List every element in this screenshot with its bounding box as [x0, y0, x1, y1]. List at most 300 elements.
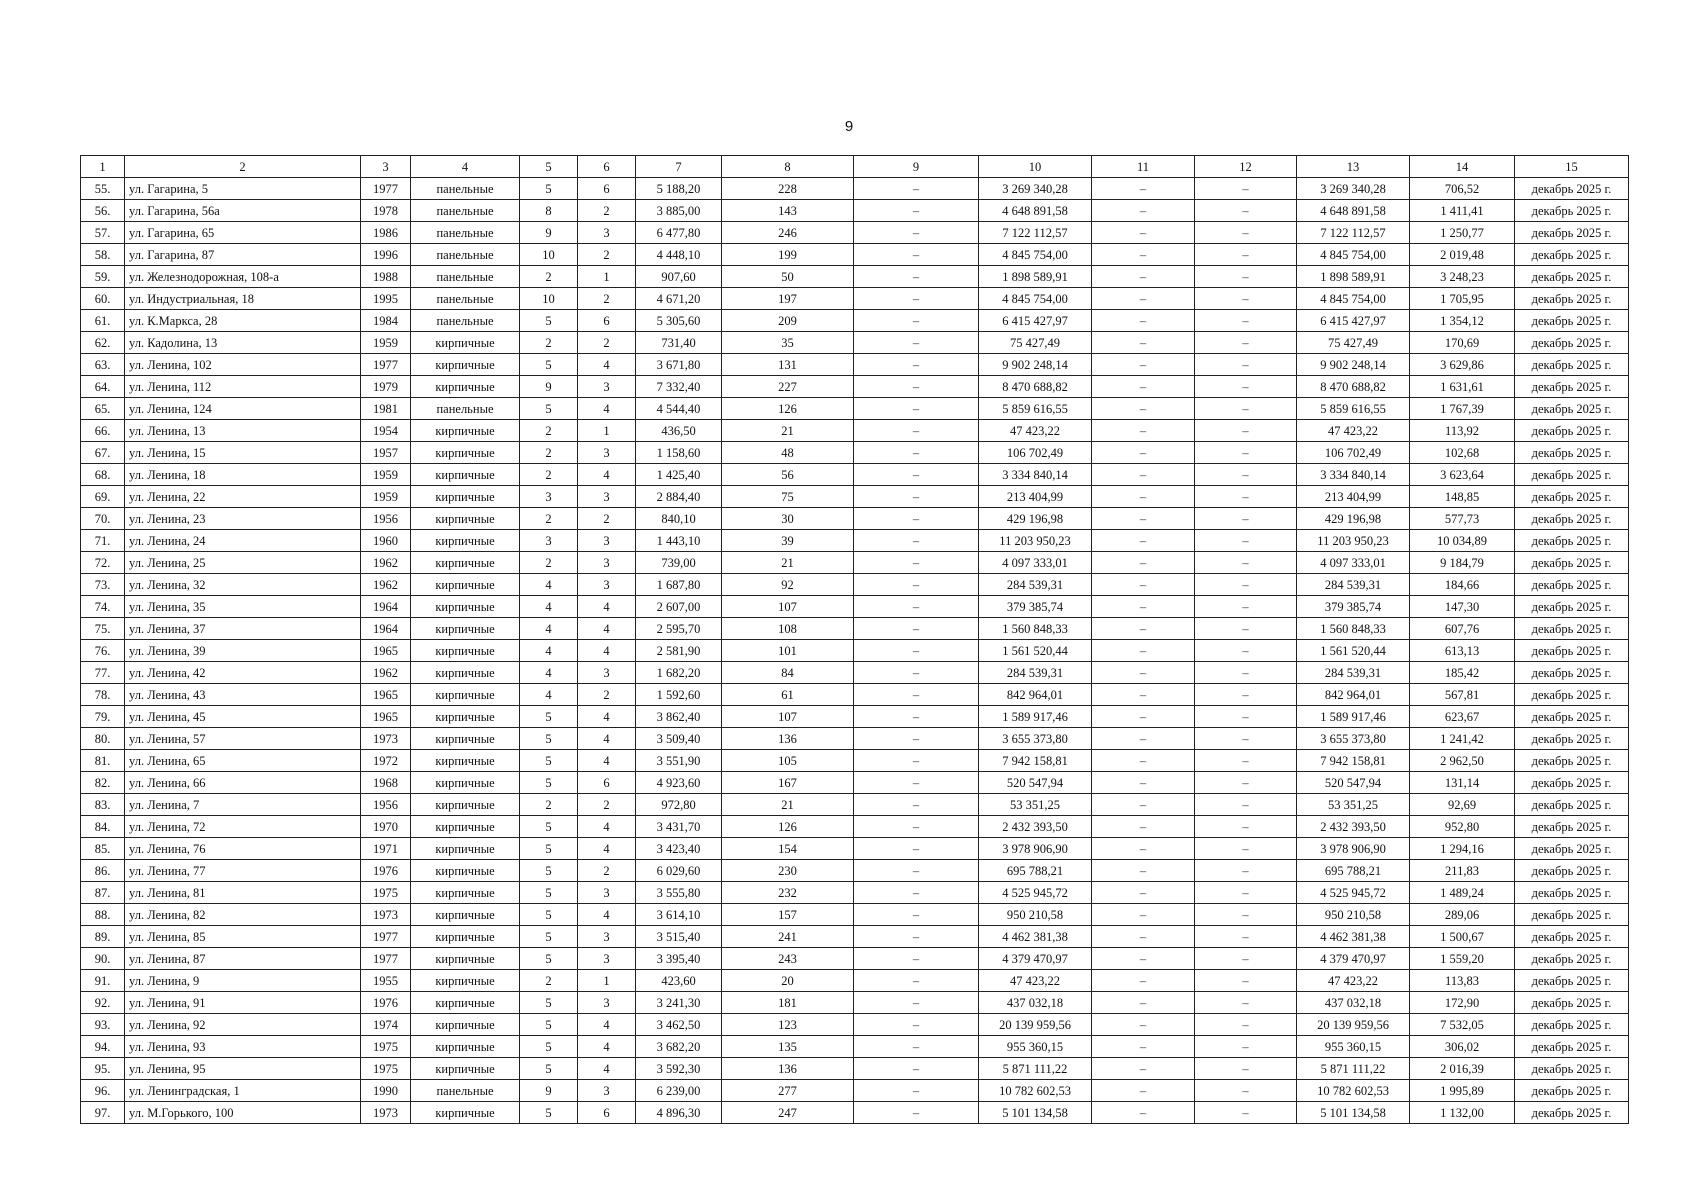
year-built-cell: 1977: [361, 354, 411, 376]
amount-11-cell: –: [1092, 706, 1195, 728]
wall-material-cell: кирпичные: [411, 420, 520, 442]
completion-date-cell: декабрь 2025 г.: [1515, 420, 1629, 442]
year-built-cell: 1976: [361, 860, 411, 882]
amount-9-cell: –: [854, 464, 979, 486]
amount-10-cell: 4 525 945,72: [979, 882, 1092, 904]
column-header: 9: [854, 156, 979, 178]
table-body: [81, 178, 1629, 1124]
row-number-cell: 80.: [81, 728, 125, 750]
row-number-cell: 68.: [81, 464, 125, 486]
residents-cell: 101: [722, 640, 854, 662]
amount-12-cell: –: [1195, 244, 1297, 266]
completion-date-cell: декабрь 2025 г.: [1515, 596, 1629, 618]
floors-cell: 5: [520, 904, 578, 926]
residents-cell: 247: [722, 1102, 854, 1124]
address-cell: ул. Кадолина, 13: [125, 332, 361, 354]
completion-date-cell: декабрь 2025 г.: [1515, 222, 1629, 244]
amount-10-cell: 20 139 959,56: [979, 1014, 1092, 1036]
wall-material-cell: кирпичные: [411, 640, 520, 662]
cost-per-sqm-cell: 92,69: [1410, 794, 1515, 816]
floors-cell: 5: [520, 750, 578, 772]
completion-date-cell: декабрь 2025 г.: [1515, 794, 1629, 816]
amount-12-cell: –: [1195, 266, 1297, 288]
amount-13-cell: 3 655 373,80: [1297, 728, 1410, 750]
amount-9-cell: –: [854, 574, 979, 596]
amount-13-cell: 4 648 891,58: [1297, 200, 1410, 222]
address-cell: ул. Железнодорожная, 108-а: [125, 266, 361, 288]
table-row: [81, 266, 1629, 288]
amount-9-cell: –: [854, 882, 979, 904]
amount-12-cell: –: [1195, 508, 1297, 530]
entrances-cell: 6: [578, 772, 636, 794]
amount-11-cell: –: [1092, 420, 1195, 442]
cost-per-sqm-cell: 1 132,00: [1410, 1102, 1515, 1124]
total-area-cell: 739,00: [636, 552, 722, 574]
residents-cell: 108: [722, 618, 854, 640]
amount-11-cell: –: [1092, 398, 1195, 420]
floors-cell: 5: [520, 948, 578, 970]
wall-material-cell: кирпичные: [411, 508, 520, 530]
amount-11-cell: –: [1092, 464, 1195, 486]
entrances-cell: 3: [578, 882, 636, 904]
amount-11-cell: –: [1092, 728, 1195, 750]
table-row: [81, 574, 1629, 596]
residents-cell: 228: [722, 178, 854, 200]
amount-13-cell: 1 589 917,46: [1297, 706, 1410, 728]
floors-cell: 5: [520, 772, 578, 794]
table-row: [81, 882, 1629, 904]
year-built-cell: 1988: [361, 266, 411, 288]
year-built-cell: 1971: [361, 838, 411, 860]
floors-cell: 5: [520, 354, 578, 376]
amount-12-cell: –: [1195, 376, 1297, 398]
address-cell: ул. Ленина, 112: [125, 376, 361, 398]
total-area-cell: 3 509,40: [636, 728, 722, 750]
completion-date-cell: декабрь 2025 г.: [1515, 552, 1629, 574]
cost-per-sqm-cell: 113,83: [1410, 970, 1515, 992]
total-area-cell: 3 395,40: [636, 948, 722, 970]
completion-date-cell: декабрь 2025 г.: [1515, 728, 1629, 750]
amount-9-cell: –: [854, 794, 979, 816]
total-area-cell: 3 682,20: [636, 1036, 722, 1058]
amount-11-cell: –: [1092, 266, 1195, 288]
residents-cell: 246: [722, 222, 854, 244]
amount-13-cell: 47 423,22: [1297, 420, 1410, 442]
completion-date-cell: декабрь 2025 г.: [1515, 464, 1629, 486]
wall-material-cell: кирпичные: [411, 882, 520, 904]
entrances-cell: 2: [578, 860, 636, 882]
total-area-cell: 7 332,40: [636, 376, 722, 398]
floors-cell: 5: [520, 1036, 578, 1058]
entrances-cell: 2: [578, 288, 636, 310]
amount-12-cell: –: [1195, 1036, 1297, 1058]
row-number-cell: 62.: [81, 332, 125, 354]
amount-12-cell: –: [1195, 794, 1297, 816]
year-built-cell: 1984: [361, 310, 411, 332]
amount-12-cell: –: [1195, 420, 1297, 442]
floors-cell: 2: [520, 508, 578, 530]
amount-13-cell: 53 351,25: [1297, 794, 1410, 816]
header-row: [81, 156, 1629, 178]
amount-11-cell: –: [1092, 222, 1195, 244]
row-number-cell: 81.: [81, 750, 125, 772]
address-cell: ул. Ленина, 13: [125, 420, 361, 442]
amount-10-cell: 6 415 427,97: [979, 310, 1092, 332]
completion-date-cell: декабрь 2025 г.: [1515, 1080, 1629, 1102]
amount-10-cell: 3 334 840,14: [979, 464, 1092, 486]
amount-10-cell: 379 385,74: [979, 596, 1092, 618]
amount-11-cell: –: [1092, 310, 1195, 332]
entrances-cell: 4: [578, 706, 636, 728]
cost-per-sqm-cell: 2 019,48: [1410, 244, 1515, 266]
floors-cell: 5: [520, 992, 578, 1014]
row-number-cell: 88.: [81, 904, 125, 926]
total-area-cell: 3 431,70: [636, 816, 722, 838]
amount-9-cell: –: [854, 442, 979, 464]
table-row: [81, 1102, 1629, 1124]
amount-9-cell: –: [854, 178, 979, 200]
total-area-cell: 436,50: [636, 420, 722, 442]
amount-12-cell: –: [1195, 464, 1297, 486]
entrances-cell: 4: [578, 618, 636, 640]
total-area-cell: 3 671,80: [636, 354, 722, 376]
residents-cell: 123: [722, 1014, 854, 1036]
amount-12-cell: –: [1195, 200, 1297, 222]
floors-cell: 10: [520, 288, 578, 310]
amount-12-cell: –: [1195, 882, 1297, 904]
total-area-cell: 2 581,90: [636, 640, 722, 662]
floors-cell: 2: [520, 420, 578, 442]
amount-9-cell: –: [854, 706, 979, 728]
total-area-cell: 3 555,80: [636, 882, 722, 904]
amount-11-cell: –: [1092, 178, 1195, 200]
entrances-cell: 3: [578, 926, 636, 948]
year-built-cell: 1965: [361, 640, 411, 662]
year-built-cell: 1977: [361, 178, 411, 200]
row-number-cell: 96.: [81, 1080, 125, 1102]
amount-10-cell: 10 782 602,53: [979, 1080, 1092, 1102]
amount-9-cell: –: [854, 816, 979, 838]
amount-10-cell: 7 942 158,81: [979, 750, 1092, 772]
year-built-cell: 1981: [361, 398, 411, 420]
completion-date-cell: декабрь 2025 г.: [1515, 618, 1629, 640]
entrances-cell: 4: [578, 354, 636, 376]
amount-12-cell: –: [1195, 728, 1297, 750]
row-number-cell: 76.: [81, 640, 125, 662]
amount-11-cell: –: [1092, 376, 1195, 398]
amount-10-cell: 695 788,21: [979, 860, 1092, 882]
entrances-cell: 2: [578, 244, 636, 266]
floors-cell: 5: [520, 706, 578, 728]
amount-11-cell: –: [1092, 1080, 1195, 1102]
residents-cell: 181: [722, 992, 854, 1014]
table-row: [81, 838, 1629, 860]
amount-9-cell: –: [854, 1058, 979, 1080]
row-number-cell: 77.: [81, 662, 125, 684]
amount-11-cell: –: [1092, 816, 1195, 838]
amount-10-cell: 106 702,49: [979, 442, 1092, 464]
row-number-cell: 87.: [81, 882, 125, 904]
amount-13-cell: 3 978 906,90: [1297, 838, 1410, 860]
year-built-cell: 1959: [361, 332, 411, 354]
address-cell: ул. Гагарина, 65: [125, 222, 361, 244]
table-row: [81, 530, 1629, 552]
amount-13-cell: 5 101 134,58: [1297, 1102, 1410, 1124]
row-number-cell: 83.: [81, 794, 125, 816]
amount-10-cell: 8 470 688,82: [979, 376, 1092, 398]
amount-12-cell: –: [1195, 552, 1297, 574]
cost-per-sqm-cell: 706,52: [1410, 178, 1515, 200]
column-header: 2: [125, 156, 361, 178]
amount-11-cell: –: [1092, 288, 1195, 310]
amount-13-cell: 7 942 158,81: [1297, 750, 1410, 772]
wall-material-cell: кирпичные: [411, 1058, 520, 1080]
year-built-cell: 1990: [361, 1080, 411, 1102]
column-header: 10: [979, 156, 1092, 178]
address-cell: ул. Ленинградская, 1: [125, 1080, 361, 1102]
address-cell: ул. Ленина, 91: [125, 992, 361, 1014]
amount-9-cell: –: [854, 244, 979, 266]
amount-9-cell: –: [854, 728, 979, 750]
completion-date-cell: декабрь 2025 г.: [1515, 508, 1629, 530]
completion-date-cell: декабрь 2025 г.: [1515, 376, 1629, 398]
residents-cell: 48: [722, 442, 854, 464]
amount-9-cell: –: [854, 618, 979, 640]
wall-material-cell: панельные: [411, 200, 520, 222]
wall-material-cell: кирпичные: [411, 574, 520, 596]
amount-9-cell: –: [854, 948, 979, 970]
row-number-cell: 61.: [81, 310, 125, 332]
amount-10-cell: 4 462 381,38: [979, 926, 1092, 948]
completion-date-cell: декабрь 2025 г.: [1515, 706, 1629, 728]
row-number-cell: 63.: [81, 354, 125, 376]
entrances-cell: 3: [578, 662, 636, 684]
amount-12-cell: –: [1195, 992, 1297, 1014]
amount-13-cell: 4 845 754,00: [1297, 244, 1410, 266]
floors-cell: 2: [520, 794, 578, 816]
year-built-cell: 1974: [361, 1014, 411, 1036]
row-number-cell: 89.: [81, 926, 125, 948]
entrances-cell: 3: [578, 992, 636, 1014]
floors-cell: 2: [520, 266, 578, 288]
wall-material-cell: кирпичные: [411, 706, 520, 728]
year-built-cell: 1995: [361, 288, 411, 310]
cost-per-sqm-cell: 1 559,20: [1410, 948, 1515, 970]
table-row: [81, 398, 1629, 420]
address-cell: ул. Ленина, 124: [125, 398, 361, 420]
amount-13-cell: 3 269 340,28: [1297, 178, 1410, 200]
table-row: [81, 1080, 1629, 1102]
floors-cell: 5: [520, 728, 578, 750]
table-row: [81, 816, 1629, 838]
amount-13-cell: 1 561 520,44: [1297, 640, 1410, 662]
row-number-cell: 94.: [81, 1036, 125, 1058]
table-row: [81, 684, 1629, 706]
cost-per-sqm-cell: 2 962,50: [1410, 750, 1515, 772]
total-area-cell: 4 448,10: [636, 244, 722, 266]
entrances-cell: 4: [578, 1036, 636, 1058]
amount-10-cell: 213 404,99: [979, 486, 1092, 508]
table-row: [81, 244, 1629, 266]
completion-date-cell: декабрь 2025 г.: [1515, 266, 1629, 288]
year-built-cell: 1975: [361, 882, 411, 904]
table-row: [81, 332, 1629, 354]
wall-material-cell: кирпичные: [411, 1014, 520, 1036]
wall-material-cell: кирпичные: [411, 860, 520, 882]
total-area-cell: 6 239,00: [636, 1080, 722, 1102]
floors-cell: 5: [520, 1058, 578, 1080]
residents-cell: 39: [722, 530, 854, 552]
row-number-cell: 65.: [81, 398, 125, 420]
entrances-cell: 4: [578, 838, 636, 860]
year-built-cell: 1972: [361, 750, 411, 772]
amount-9-cell: –: [854, 332, 979, 354]
amount-9-cell: –: [854, 420, 979, 442]
entrances-cell: 3: [578, 530, 636, 552]
amount-10-cell: 47 423,22: [979, 420, 1092, 442]
amount-13-cell: 3 334 840,14: [1297, 464, 1410, 486]
amount-12-cell: –: [1195, 222, 1297, 244]
amount-11-cell: –: [1092, 530, 1195, 552]
amount-11-cell: –: [1092, 860, 1195, 882]
amount-13-cell: 950 210,58: [1297, 904, 1410, 926]
residents-cell: 21: [722, 552, 854, 574]
completion-date-cell: декабрь 2025 г.: [1515, 1036, 1629, 1058]
entrances-cell: 2: [578, 200, 636, 222]
year-built-cell: 1975: [361, 1036, 411, 1058]
address-cell: ул. Ленина, 92: [125, 1014, 361, 1036]
floors-cell: 2: [520, 442, 578, 464]
amount-9-cell: –: [854, 354, 979, 376]
total-area-cell: 4 671,20: [636, 288, 722, 310]
row-number-cell: 73.: [81, 574, 125, 596]
amount-12-cell: –: [1195, 816, 1297, 838]
cost-per-sqm-cell: 147,30: [1410, 596, 1515, 618]
floors-cell: 5: [520, 178, 578, 200]
cost-per-sqm-cell: 289,06: [1410, 904, 1515, 926]
amount-13-cell: 5 859 616,55: [1297, 398, 1410, 420]
cost-per-sqm-cell: 9 184,79: [1410, 552, 1515, 574]
total-area-cell: 3 885,00: [636, 200, 722, 222]
floors-cell: 5: [520, 398, 578, 420]
year-built-cell: 1975: [361, 1058, 411, 1080]
amount-10-cell: 9 902 248,14: [979, 354, 1092, 376]
cost-per-sqm-cell: 1 489,24: [1410, 882, 1515, 904]
total-area-cell: 1 158,60: [636, 442, 722, 464]
amount-9-cell: –: [854, 684, 979, 706]
table-row: [81, 486, 1629, 508]
row-number-cell: 85.: [81, 838, 125, 860]
cost-per-sqm-cell: 1 411,41: [1410, 200, 1515, 222]
table-row: [81, 1014, 1629, 1036]
amount-10-cell: 4 097 333,01: [979, 552, 1092, 574]
entrances-cell: 4: [578, 640, 636, 662]
amount-13-cell: 5 871 111,22: [1297, 1058, 1410, 1080]
amount-9-cell: –: [854, 266, 979, 288]
table-row: [81, 178, 1629, 200]
address-cell: ул. Ленина, 65: [125, 750, 361, 772]
residents-cell: 56: [722, 464, 854, 486]
year-built-cell: 1962: [361, 574, 411, 596]
address-cell: ул. Ленина, 32: [125, 574, 361, 596]
amount-13-cell: 213 404,99: [1297, 486, 1410, 508]
residents-cell: 126: [722, 398, 854, 420]
amount-13-cell: 6 415 427,97: [1297, 310, 1410, 332]
amount-9-cell: –: [854, 376, 979, 398]
wall-material-cell: кирпичные: [411, 530, 520, 552]
row-number-cell: 59.: [81, 266, 125, 288]
floors-cell: 2: [520, 970, 578, 992]
address-cell: ул. Ленина, 57: [125, 728, 361, 750]
amount-9-cell: –: [854, 486, 979, 508]
wall-material-cell: панельные: [411, 398, 520, 420]
completion-date-cell: декабрь 2025 г.: [1515, 574, 1629, 596]
amount-11-cell: –: [1092, 1102, 1195, 1124]
amount-10-cell: 4 648 891,58: [979, 200, 1092, 222]
cost-per-sqm-cell: 1 241,42: [1410, 728, 1515, 750]
row-number-cell: 79.: [81, 706, 125, 728]
row-number-cell: 72.: [81, 552, 125, 574]
amount-12-cell: –: [1195, 1058, 1297, 1080]
completion-date-cell: декабрь 2025 г.: [1515, 684, 1629, 706]
amount-11-cell: –: [1092, 948, 1195, 970]
table-row: [81, 222, 1629, 244]
cost-per-sqm-cell: 148,85: [1410, 486, 1515, 508]
wall-material-cell: кирпичные: [411, 442, 520, 464]
year-built-cell: 1964: [361, 596, 411, 618]
address-cell: ул. Ленина, 22: [125, 486, 361, 508]
residents-cell: 50: [722, 266, 854, 288]
residents-cell: 232: [722, 882, 854, 904]
amount-10-cell: 1 898 589,91: [979, 266, 1092, 288]
residents-cell: 21: [722, 420, 854, 442]
amount-9-cell: –: [854, 508, 979, 530]
residents-cell: 277: [722, 1080, 854, 1102]
entrances-cell: 4: [578, 1014, 636, 1036]
year-built-cell: 1957: [361, 442, 411, 464]
entrances-cell: 4: [578, 596, 636, 618]
total-area-cell: 1 443,10: [636, 530, 722, 552]
year-built-cell: 1965: [361, 684, 411, 706]
address-cell: ул. Гагарина, 5: [125, 178, 361, 200]
amount-12-cell: –: [1195, 948, 1297, 970]
entrances-cell: 3: [578, 1080, 636, 1102]
address-cell: ул. Ленина, 24: [125, 530, 361, 552]
address-cell: ул. Ленина, 7: [125, 794, 361, 816]
table-row: [81, 1036, 1629, 1058]
cost-per-sqm-cell: 113,92: [1410, 420, 1515, 442]
total-area-cell: 5 188,20: [636, 178, 722, 200]
amount-13-cell: 955 360,15: [1297, 1036, 1410, 1058]
amount-13-cell: 4 845 754,00: [1297, 288, 1410, 310]
residents-cell: 61: [722, 684, 854, 706]
floors-cell: 2: [520, 552, 578, 574]
table-row: [81, 904, 1629, 926]
cost-per-sqm-cell: 1 767,39: [1410, 398, 1515, 420]
entrances-cell: 4: [578, 750, 636, 772]
completion-date-cell: декабрь 2025 г.: [1515, 970, 1629, 992]
year-built-cell: 1968: [361, 772, 411, 794]
amount-12-cell: –: [1195, 442, 1297, 464]
amount-9-cell: –: [854, 640, 979, 662]
amount-13-cell: 9 902 248,14: [1297, 354, 1410, 376]
amount-11-cell: –: [1092, 552, 1195, 574]
completion-date-cell: декабрь 2025 г.: [1515, 1014, 1629, 1036]
total-area-cell: 731,40: [636, 332, 722, 354]
completion-date-cell: декабрь 2025 г.: [1515, 882, 1629, 904]
column-header: 13: [1297, 156, 1410, 178]
amount-11-cell: –: [1092, 1058, 1195, 1080]
